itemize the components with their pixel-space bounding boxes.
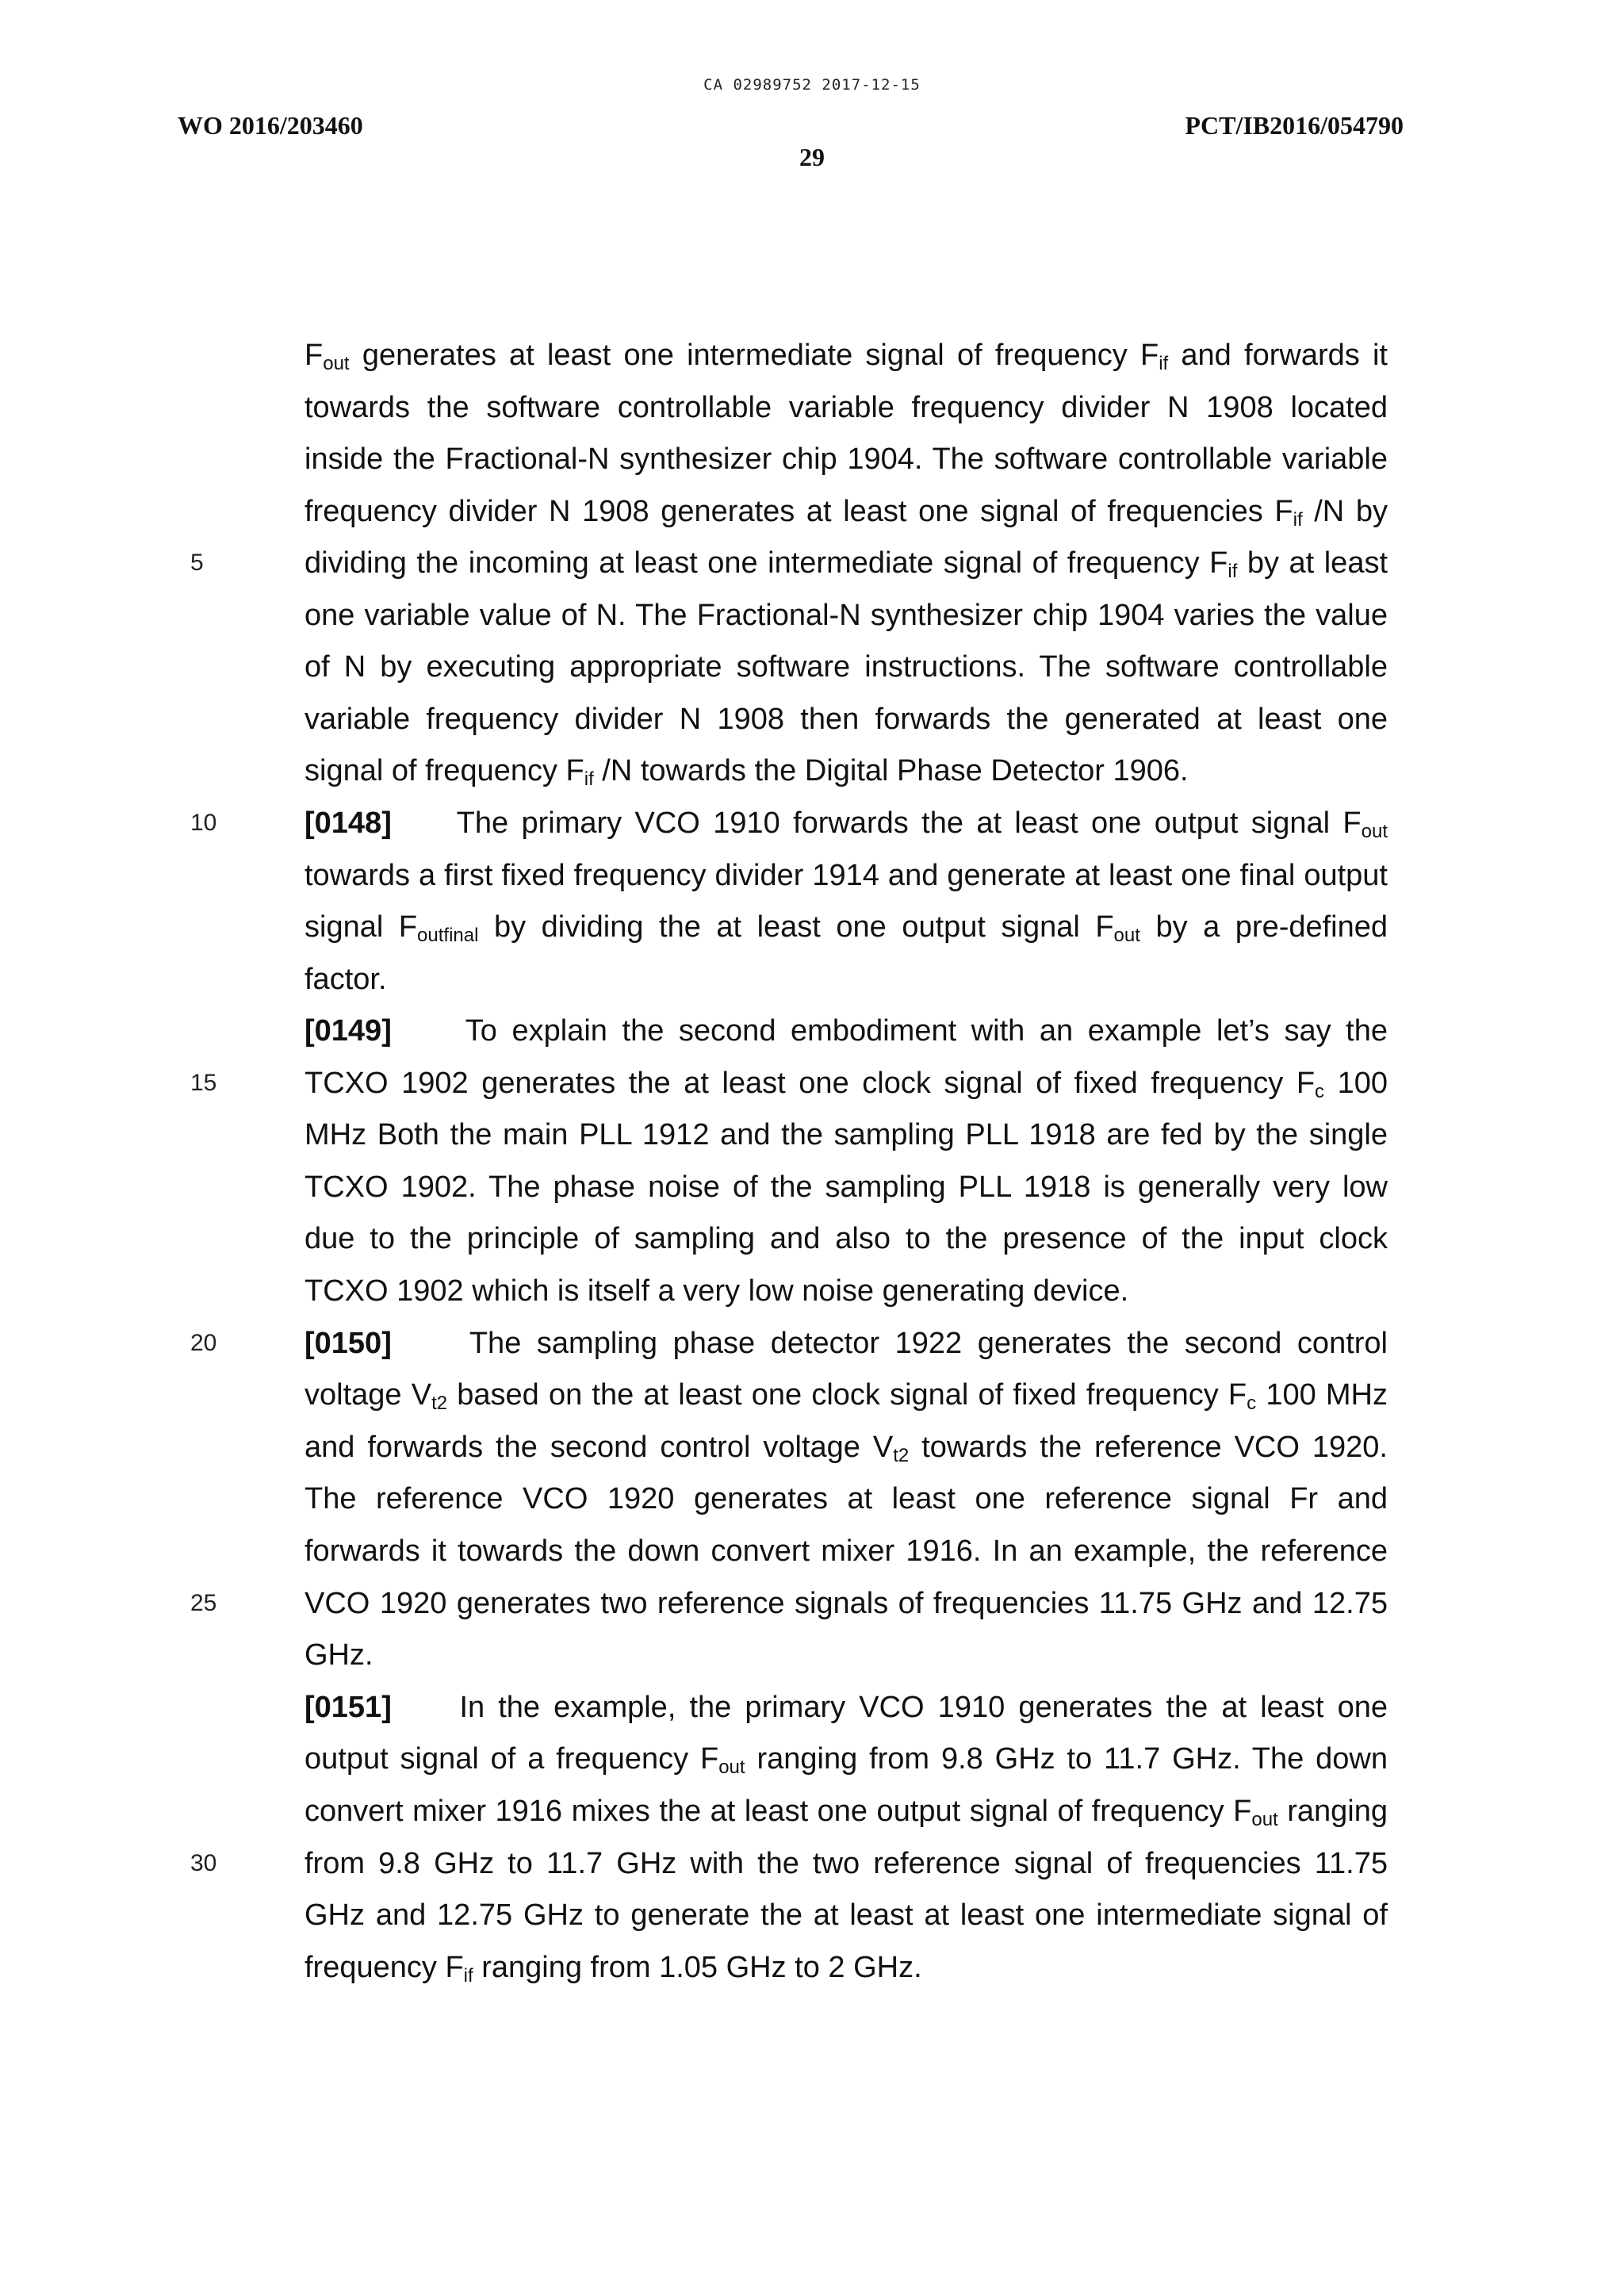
text-line: VCO 1920 generates two reference signals of frequencies 11.75 GHz and 12.75 — [304, 1587, 1388, 1620]
text-line: convert mixer 1916 mixes the at least one output signal of frequency $F_{out}$ ranging — [304, 1795, 1388, 1830]
paragraph-0148-line: [0148] The primary VCO 1910 forwards the at least one output signal $F_{out}$ — [304, 807, 1388, 842]
text-line: factor. — [304, 963, 387, 996]
page-number: 29 — [799, 143, 825, 171]
text-line: voltage $V_{t2}$ based on the at least one clock signal of fixed frequency $F_c$ 100 MHz — [304, 1378, 1388, 1414]
text-line: TCXO 1902 generates the at least one clock signal of fixed frequency $F_c$ 100 — [304, 1067, 1388, 1102]
text-line: forwards it towards the down convert mixer 1916. In an example, the reference — [304, 1534, 1388, 1568]
text-line: GHz and 12.75 GHz to generate the at least at least one intermediate signal of — [304, 1898, 1388, 1932]
text-line: from 9.8 GHz to 11.7 GHz with the two reference signal of frequencies 11.75 — [304, 1847, 1388, 1880]
paragraph-tag: [0151] — [304, 1691, 392, 1724]
paragraph-tag: [0150] — [304, 1327, 392, 1360]
text-line: one variable value of N. The Fractional-N synthesizer chip 1904 varies the value — [304, 599, 1388, 632]
text-line: frequency $F_{if}$ ranging from 1.05 GHz to 2 GHz. — [304, 1951, 922, 1987]
text-line: MHz Both the main PLL 1912 and the sampling PLL 1918 are fed by the single — [304, 1118, 1388, 1151]
text-line: due to the principle of sampling and also to the presence of the input clock — [304, 1222, 1388, 1255]
line-number-30: 30 — [190, 1850, 217, 1876]
text-line: towards a first fixed frequency divider 1914 and generate at least one final output — [304, 859, 1388, 892]
publication-number: WO 2016/203460 — [178, 111, 363, 140]
line-number-15: 15 — [190, 1070, 217, 1096]
text-line: GHz. — [304, 1638, 373, 1672]
text-line: TCXO 1902 which is itself a very low noise generating device. — [304, 1274, 1129, 1308]
line-number-25: 25 — [190, 1590, 217, 1616]
text-line: frequency divider N 1908 generates at least one signal of frequencies $F_{if}$ /N by — [304, 495, 1388, 531]
application-number: PCT/IB2016/054790 — [1185, 111, 1404, 140]
text-line: towards the software controllable variable frequency divider N 1908 located — [304, 391, 1388, 424]
paragraph-0150-line: [0150] The sampling phase detector 1922 generates the second control — [304, 1327, 1388, 1360]
text-line: dividing the incoming at least one intermediate signal of frequency $F_{if}$ by at least — [304, 546, 1388, 582]
line-number-20: 20 — [190, 1330, 217, 1356]
paragraph-tag: [0148] — [304, 807, 392, 840]
text-line: inside the Fractional-N synthesizer chip 1904. The software controllable variable — [304, 443, 1388, 476]
text-line: signal of frequency $F_{if}$ /N towards the Digital Phase Detector 1906. — [304, 754, 1189, 790]
text-line: and forwards the second control voltage $V_{t2}$ towards the reference VCO 1920. — [304, 1431, 1388, 1466]
text-line: of N by executing appropriate software instructions. The software controllable — [304, 650, 1388, 684]
ca-document-stamp: CA 02989752 2017-12-15 — [703, 76, 921, 94]
text-line: TCXO 1902. The phase noise of the sampling PLL 1918 is generally very low — [304, 1170, 1388, 1204]
text-line: signal $F_{outfinal}$ by dividing the at least one output signal $F_{out}$ by a pre-defined — [304, 910, 1388, 946]
paragraph-0151-line: [0151] In the example, the primary VCO 1910 generates the at least one — [304, 1691, 1388, 1724]
text-line: $F_{out}$ generates at least one intermediate signal of frequency $F_{if}$ and forwards it — [304, 339, 1388, 374]
line-number-5: 5 — [190, 550, 204, 576]
line-number-10: 10 — [190, 810, 217, 836]
paragraph-0149-line: [0149] To explain the second embodiment with an example let’s say the — [304, 1014, 1388, 1048]
paragraph-tag: [0149] — [304, 1014, 392, 1048]
text-line: The reference VCO 1920 generates at least one reference signal Fr and — [304, 1482, 1388, 1515]
text-line: output signal of a frequency $F_{out}$ ranging from 9.8 GHz to 11.7 GHz. The down — [304, 1742, 1388, 1778]
text-line: variable frequency divider N 1908 then forwards the generated at least one — [304, 703, 1388, 736]
